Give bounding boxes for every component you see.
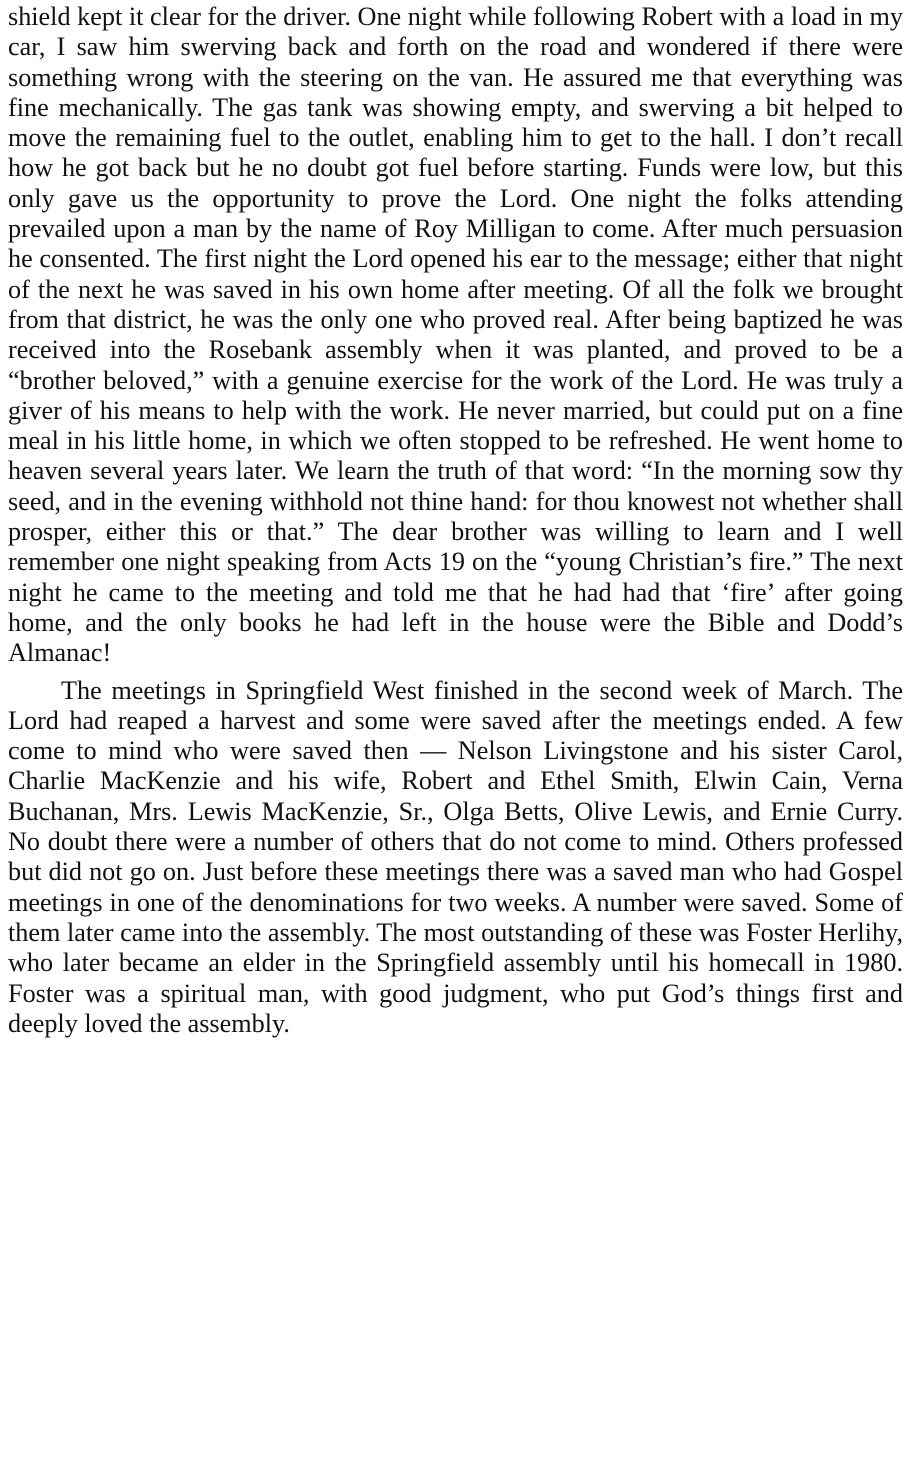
document-page: [8, 2, 903, 1039]
paragraph-roy-milligan: shield kept it clear for the driver. One night while following Robert with a load in my car, I saw him swerving back and forth on the road and wondered if there were something wrong with the steering on the van. He assured me that everything was fine mechanically. The gas tank was showing empty, and swerving a bit helped to move the remaining fuel to the outlet, enabling him to get to the hall. I don’t recall how he got back but he no doubt got fuel before starting. Funds were low, but this only gave us the opportunity to prove the Lord. One night the folks attending prevailed upon a man by the name of Roy Milligan to come. After much persuasion he consented. The first night the Lord opened his ear to the message; either that night of the next he was saved in his own home after meeting. Of all the folk we brought from that district, he was the only one who proved real. After being baptized he was received into the Rosebank assembly when it was planted, and proved to be a “brother beloved,” with a genuine exercise for the work of the Lord. He was truly a giver of his means to help with the work. He never married, but could put on a fine meal in his little home, in which we often stopped to be refreshed. He went home to heaven several years later. We learn the truth of that word: “In the morning sow thy seed, and in the evening withhold not thine hand: for thou knowest not whether shall prosper, either this or that.” The dear brother was willing to learn and I well remember one night speaking from Acts 19 on the “young Christian’s fire.” The next night he came to the meeting and told me that he had had that ‘fire’ after going home, and the only books he had left in the house were the Bible and Dodd’s Almanac!: [8, 2, 903, 668]
paragraph-springfield-west: The meetings in Springfield West finished in the second week of March. The Lord had reaped a harvest and some were saved after the meetings ended. A few come to mind who were saved then — Nelson Livingstone and his sister Carol, Charlie MacKenzie and his wife, Robert and Ethel Smith, Elwin Cain, Verna Buchanan, Mrs. Lewis MacKenzie, Sr., Olga Betts, Olive Lewis, and Ernie Curry. No doubt there were a number of others that do not come to mind. Others professed but did not go on. Just before these meetings there was a saved man who had Gospel meetings in one of the denominations for two weeks. A number were saved. Some of them later came into the assembly. The most outstanding of these was Foster Herlihy, who later became an elder in the Springfield assembly until his homecall in 1980. Foster was a spiritual man, with good judgment, who put God’s things first and deeply loved the assembly.: [8, 675, 903, 1038]
